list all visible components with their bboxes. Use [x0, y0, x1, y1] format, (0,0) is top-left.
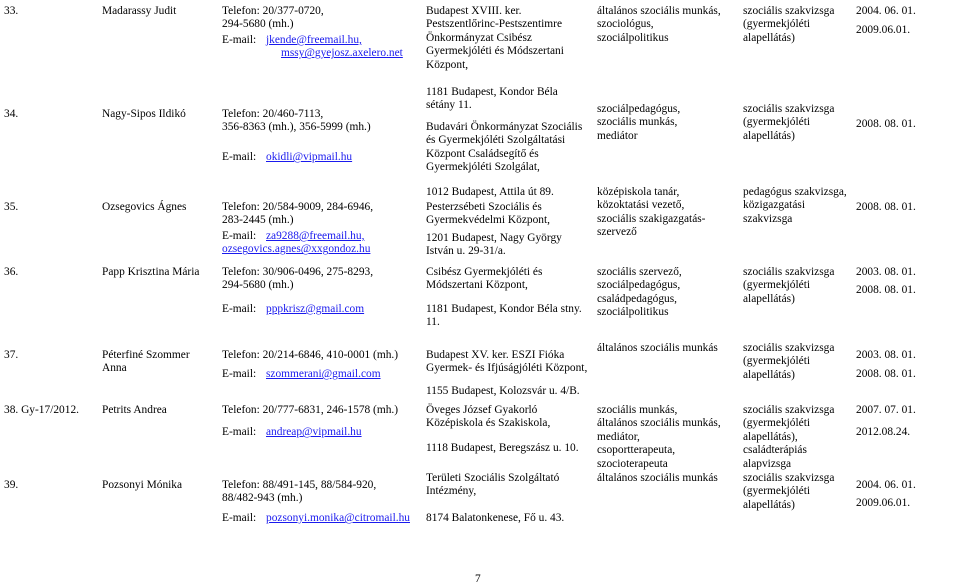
exam-text: szociális szakvizsga: [743, 404, 835, 416]
workplace-text: Gyermekvédelmi Központ,: [426, 214, 550, 227]
phone-text: 294-5680 (mh.): [222, 279, 294, 292]
qualification-text: szociális szakigazgatás-: [597, 212, 706, 225]
workplace-text: Pestszentlőrinc-Pestszentimre: [426, 18, 563, 31]
address-text: 1155 Budapest, Kolozsvár u. 4/B.: [426, 385, 580, 397]
qualification-text: szociológus,: [597, 18, 654, 31]
exam-text: szakvizsga: [743, 212, 793, 225]
qualification-text: mediátor: [597, 129, 638, 142]
person-name: Ozsegovics Ágnes: [102, 201, 187, 213]
exam-text: alapvizsga: [743, 457, 792, 470]
phone-text: Telefon: 20/777-6831, 246-1578 (mh.): [222, 404, 399, 416]
exam-text: alapellátás): [743, 31, 795, 44]
qualification-text: szociálpedagógus,: [597, 103, 681, 115]
qualification-text: általános szociális munkás,: [597, 5, 721, 17]
address-text: 1181 Budapest, Kondor Béla: [426, 86, 558, 98]
exam-text: alapellátás): [743, 368, 795, 381]
person-name: Nagy-Sipos Ildikó: [102, 108, 186, 120]
exam-text: szociális szakvizsga: [743, 266, 835, 278]
workplace-text: Öveges József Gyakorló: [426, 404, 538, 416]
person-name: Madarassy Judit: [102, 5, 177, 17]
workplace-text: Budapest XV. ker. ESZI Fióka: [426, 349, 565, 361]
qualification-text: szociálpedagógus,: [597, 279, 681, 292]
email-link[interactable]: ozsegovics.agnes@xxgondoz.hu: [222, 243, 371, 256]
qualification-text: közoktatási vezető,: [597, 199, 685, 212]
date-text: 2012.08.24.: [856, 426, 911, 438]
exam-text: pedagógus szakvizsga,: [743, 186, 847, 198]
qualification-text: mediátor,: [597, 430, 640, 443]
person-name: Anna: [102, 362, 127, 375]
person-name: Petrits Andrea: [102, 404, 167, 416]
exam-text: (gyermekjóléti: [743, 417, 811, 430]
date-text: 2008. 08. 01.: [856, 118, 916, 130]
row-number: 34.: [4, 108, 19, 120]
qualification-text: általános szociális munkás: [597, 342, 718, 354]
exam-text: közigazgatási: [743, 199, 805, 212]
qualification-text: általános szociális munkás,: [597, 417, 721, 430]
email-link[interactable]: za9288@freemail.hu,: [266, 230, 365, 242]
date-text: 2008. 08. 01.: [856, 201, 916, 213]
phone-text: Telefon: 20/460-7113,: [222, 108, 324, 120]
date-text: 2009.06.01.: [856, 24, 911, 36]
workplace-text: Budavári Önkormányzat Szociális: [426, 121, 583, 133]
workplace-text: Intézmény,: [426, 485, 477, 498]
qualification-text: szociális munkás,: [597, 116, 678, 129]
workplace-text: Központ,: [426, 58, 469, 71]
phone-text: 88/482-943 (mh.): [222, 492, 303, 505]
address-text: István u. 29-31/a.: [426, 245, 506, 258]
date-text: 2009.06.01.: [856, 497, 911, 509]
exam-text: (gyermekjóléti: [743, 279, 811, 292]
row-number: 39.: [4, 479, 19, 491]
email-link[interactable]: mssy@gyejosz.axelero.net: [281, 47, 403, 60]
row-number: 38. Gy-17/2012.: [4, 404, 79, 416]
workplace-text: Gyermek- és Ifjúságjóléti Központ,: [426, 362, 588, 375]
exam-text: alapellátás): [743, 498, 795, 511]
exam-text: (gyermekjóléti: [743, 18, 811, 31]
workplace-text: Budapest XVIII. ker.: [426, 5, 522, 17]
email-link[interactable]: szommerani@gmail.com: [266, 368, 381, 380]
address-text: 1118 Budapest, Beregszász u. 10.: [426, 442, 579, 454]
workplace-text: Önkormányzat Csibész: [426, 31, 532, 44]
person-name: Péterfiné Szommer: [102, 349, 190, 361]
row-number: 35.: [4, 201, 19, 213]
qualification-text: szociálpolitikus: [597, 306, 669, 319]
workplace-text: Területi Szociális Szolgáltató: [426, 472, 560, 484]
email-label: E-mail:: [222, 426, 257, 438]
email-label: E-mail:: [222, 303, 257, 315]
address-text: 11.: [426, 316, 440, 329]
exam-text: szociális szakvizsga: [743, 472, 835, 484]
date-text: 2008. 08. 01.: [856, 368, 916, 380]
address-text: 8174 Balatonkenese, Fő u. 43.: [426, 512, 565, 524]
qualification-text: csoportterapeuta,: [597, 444, 676, 457]
exam-text: családterápiás: [743, 444, 807, 457]
phone-text: Telefon: 20/377-0720,: [222, 5, 324, 17]
email-link[interactable]: pozsonyi.monika@citromail.hu: [266, 512, 410, 524]
qualification-text: szociálpolitikus: [597, 31, 669, 44]
phone-text: Telefon: 20/584-9009, 284-6946,: [222, 201, 374, 213]
row-number: 33.: [4, 5, 19, 17]
email-label: E-mail:: [222, 368, 257, 380]
workplace-text: Módszertani Központ,: [426, 279, 528, 292]
phone-text: Telefon: 30/906-0496, 275-8293,: [222, 266, 374, 278]
exam-text: alapellátás): [743, 129, 795, 142]
phone-text: 283-2445 (mh.): [222, 214, 294, 227]
qualification-text: szocioterapeuta: [597, 457, 668, 470]
page-number: 7: [475, 573, 481, 585]
date-text: 2004. 06. 01.: [856, 5, 916, 17]
workplace-text: Középiskola és Szakiskola,: [426, 417, 551, 430]
email-link[interactable]: jkende@freemail.hu,: [266, 34, 362, 46]
date-text: 2003. 08. 01.: [856, 266, 916, 278]
workplace-text: Központ Családsegítő és: [426, 147, 539, 160]
row-number: 36.: [4, 266, 19, 278]
qualification-text: általános szociális munkás: [597, 472, 718, 484]
date-text: 2008. 08. 01.: [856, 284, 916, 296]
email-label: E-mail:: [222, 151, 257, 163]
email-label: E-mail:: [222, 512, 257, 524]
exam-text: szociális szakvizsga: [743, 5, 835, 17]
qualification-text: szociális munkás,: [597, 404, 678, 416]
email-label: E-mail:: [222, 34, 257, 46]
email-link[interactable]: andreap@vipmail.hu: [266, 426, 362, 438]
phone-text: Telefon: 88/491-145, 88/584-920,: [222, 479, 377, 491]
person-name: Pozsonyi Mónika: [102, 479, 183, 491]
exam-text: szociális szakvizsga: [743, 103, 835, 115]
phone-text: 356-8363 (mh.), 356-5999 (mh.): [222, 121, 371, 134]
person-name: Papp Krisztina Mária: [102, 266, 200, 278]
workplace-text: és Gyermekjóléti Szolgáltatási: [426, 134, 566, 147]
address-text: 1201 Budapest, Nagy György: [426, 232, 562, 244]
exam-text: alapellátás),: [743, 430, 798, 443]
workplace-text: Gyermekjóléti Szolgálat,: [426, 161, 540, 174]
phone-text: 294-5680 (mh.): [222, 18, 294, 31]
exam-text: szociális szakvizsga: [743, 342, 835, 354]
qualification-text: középiskola tanár,: [597, 186, 680, 198]
exam-text: (gyermekjóléti: [743, 355, 811, 368]
date-text: 2004. 06. 01.: [856, 479, 916, 491]
qualification-text: szervező: [597, 226, 637, 239]
email-label: E-mail:: [222, 230, 257, 242]
exam-text: (gyermekjóléti: [743, 116, 811, 129]
phone-text: Telefon: 20/214-6846, 410-0001 (mh.): [222, 349, 399, 361]
exam-text: alapellátás): [743, 292, 795, 305]
workplace-text: Gyermekjóléti és Módszertani: [426, 45, 564, 58]
email-link[interactable]: pppkrisz@gmail.com: [266, 303, 365, 315]
qualification-text: családpedagógus,: [597, 292, 678, 305]
date-text: 2003. 08. 01.: [856, 349, 916, 361]
exam-text: (gyermekjóléti: [743, 485, 811, 498]
workplace-text: Pesterzsébeti Szociális és: [426, 201, 542, 213]
date-text: 2007. 07. 01.: [856, 404, 916, 416]
address-text: 1012 Budapest, Attila út 89.: [426, 186, 554, 198]
workplace-text: Csibész Gyermekjóléti és: [426, 266, 543, 278]
address-text: 1181 Budapest, Kondor Béla stny.: [426, 303, 582, 315]
email-link[interactable]: okidli@vipmail.hu: [266, 151, 353, 163]
qualification-text: szociális szervező,: [597, 266, 682, 278]
address-text: sétány 11.: [426, 99, 472, 112]
row-number: 37.: [4, 349, 19, 361]
